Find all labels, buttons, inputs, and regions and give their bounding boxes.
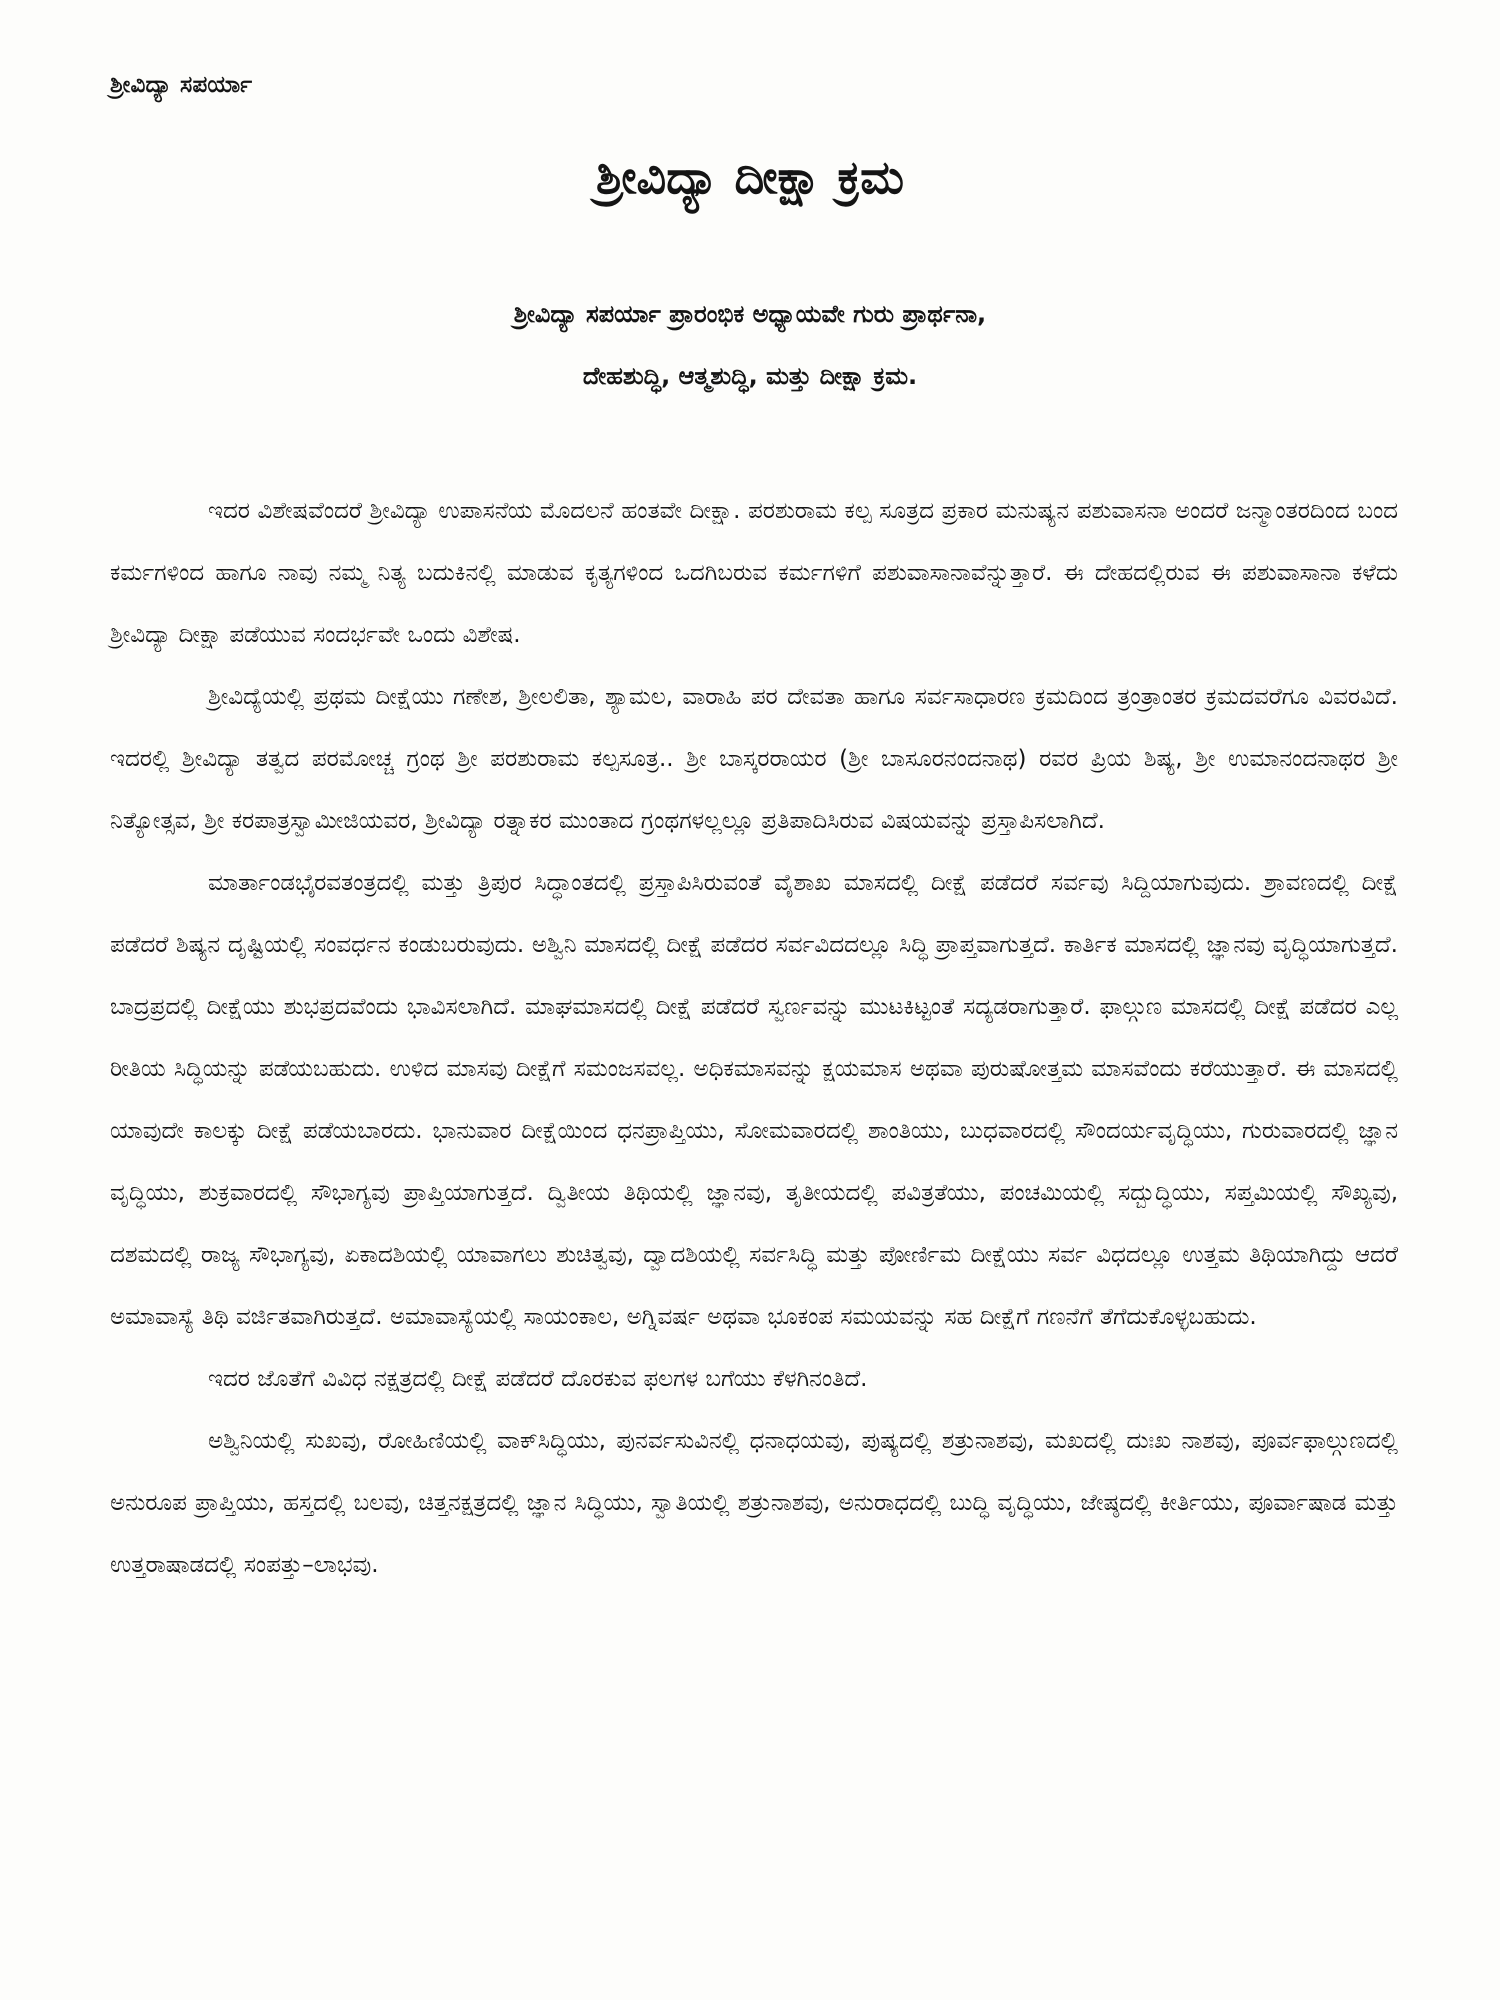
subtitle-line-1: ಶ್ರೀವಿದ್ಯಾ ಸಪರ್ಯಾ ಪ್ರಾರಂಭಿಕ ಅಧ್ಯಾಯವೇ ಗುರು ಪ್ರಾರ್ಥನಾ, [513,300,987,328]
paragraph-introduction: ಇದರ ವಿಶೇಷವೆಂದರೆ ಶ್ರೀವಿದ್ಯಾ ಉಪಾಸನೆಯ ಮೊದಲನೆ ಹಂತವೇ ದೀಕ್ಷಾ. ಪರಶುರಾಮ ಕಲ್ಪ ಸೂತ್ರದ ಪ್ರಕಾರ ಮನುಷ್ಯನ ಪಶುವಾಸನಾ ಅಂದರೆ ಜನ್ಮಾಂತರದಿಂದ ಬಂದ ಕರ್ಮಗಳಿಂದ ಹಾಗೂ ನಾವು ನಮ್ಮ ನಿತ್ಯ ಬದುಕಿನಲ್ಲಿ ಮಾಡುವ ಕೃತ್ಯಗಳಿಂದ ಒದಗಿಬರುವ ಕರ್ಮಗಳಿಗೆ ಪಶುವಾಸಾನಾವೆನ್ನುತ್ತಾರೆ. ಈ ದೇಹದಲ್ಲಿರುವ ಈ ಪಶುವಾಸಾನಾ ಕಳೆದು ಶ್ರೀವಿದ್ಯಾ ದೀಕ್ಷಾ ಪಡೆಯುವ ಸಂದರ್ಭವೇ ಒಂದು ವಿಶೇಷ. [110,498,1398,648]
running-head: ಶ್ರೀವಿದ್ಯಾ ಸಪರ್ಯಾ [110,72,253,98]
page-title: ಶ್ರೀವಿದ್ಯಾ ದೀಕ್ಷಾ ಕ್ರಮ [596,150,904,204]
body-text [110,480,1398,1596]
paragraph-months-and-days: ಮಾರ್ತಾಂಡಭೈರವತಂತ್ರದಲ್ಲಿ ಮತ್ತು ತ್ರಿಪುರ ಸಿದ್ಧಾಂತದಲ್ಲಿ ಪ್ರಸ್ತಾಪಿಸಿರುವಂತೆ ವೈಶಾಖ ಮಾಸದಲ್ಲಿ ದೀಕ್ಷೆ ಪಡೆದರೆ ಸರ್ವವು ಸಿದ್ದಿಯಾಗುವುದು. ಶ್ರಾವಣದಲ್ಲಿ ದೀಕ್ಷೆ ಪಡೆದರೆ ಶಿಷ್ಯನ ದೃಷ್ಟಿಯಲ್ಲಿ ಸಂವರ್ಧನ ಕಂಡುಬರುವುದು. ಅಶ್ವಿನಿ ಮಾಸದಲ್ಲಿ ದೀಕ್ಷೆ ಪಡೆದರ ಸರ್ವವಿದದಲ್ಲೂ ಸಿದ್ಧಿ ಪ್ರಾಪ್ತವಾಗುತ್ತದೆ. ಕಾರ್ತಿಕ ಮಾಸದಲ್ಲಿ ಜ್ಞಾನವು ವೃದ್ಧಿಯಾಗುತ್ತದೆ. ಬಾದ್ರಪ್ರದಲ್ಲಿ ದೀಕ್ಷೆಯು ಶುಭಪ್ರದವೆಂದು ಭಾವಿಸಲಾಗಿದೆ. ಮಾಘಮಾಸದಲ್ಲಿ ದೀಕ್ಷೆ ಪಡೆದರೆ ಸ್ವರ್ಣವನ್ನು ಮುಟಕಿಟ್ಟಂತೆ ಸದ್ಯಡರಾಗುತ್ತಾರೆ. ಫಾಲ್ಗುಣ ಮಾಸದಲ್ಲಿ ದೀಕ್ಷೆ ಪಡೆದರ ಎಲ್ಲ ರೀತಿಯ ಸಿದ್ಧಿಯನ್ನು ಪಡೆಯಬಹುದು. ಉಳಿದ ಮಾಸವು ದೀಕ್ಷೆಗೆ ಸಮಂಜಸವಲ್ಲ. ಅಧಿಕಮಾಸವನ್ನು ಕ್ಷಯಮಾಸ ಅಥವಾ ಪುರುಷೋತ್ತಮ ಮಾಸವೆಂದು ಕರೆಯುತ್ತಾರೆ. ಈ ಮಾಸದಲ್ಲಿ ಯಾವುದೇ ಕಾಲಕ್ಕು ದೀಕ್ಷೆ ಪಡೆಯಬಾರದು. ಭಾನುವಾರ ದೀಕ್ಷೆಯಿಂದ ಧನಪ್ರಾಪ್ತಿಯು, ಸೋಮವಾರದಲ್ಲಿ ಶಾಂತಿಯು, ಬುಧವಾರದಲ್ಲಿ ಸೌಂದರ್ಯವೃದ್ಧಿಯು, ಗುರುವಾರದಲ್ಲಿ ಜ್ಞಾನ ವೃದ್ಧಿಯು, ಶುಕ್ರವಾರದಲ್ಲಿ ಸೌಭಾಗ್ಯವು ಪ್ರಾಪ್ತಿಯಾಗುತ್ತದೆ. ದ್ವಿತೀಯ ತಿಥಿಯಲ್ಲಿ ಜ್ಞಾನವು, ತೃತೀಯದಲ್ಲಿ ಪವಿತ್ರತೆಯು, ಪಂಚಮಿಯಲ್ಲಿ ಸದ್ಬುದ್ಧಿಯು, ಸಪ್ತಮಿಯಲ್ಲಿ ಸೌಖ್ಯವು, ದಶಮದಲ್ಲಿ ರಾಜ್ಯ ಸೌಭಾಗ್ಯವು, ಏಕಾದಶಿಯಲ್ಲಿ ಯಾವಾಗಲು ಶುಚಿತ್ವವು, ದ್ವಾದಶಿಯಲ್ಲಿ ಸರ್ವಸಿದ್ಧಿ ಮತ್ತು ಪೋರ್ಣಿಮ ದೀಕ್ಷೆಯು ಸರ್ವ ವಿಧದಲ್ಲೂ ಉತ್ತಮ ತಿಥಿಯಾಗಿದ್ದು ಆದರೆ ಅಮಾವಾಸ್ಯೆ ತಿಥಿ ವರ್ಜಿತವಾಗಿರುತ್ತದೆ. ಅಮಾವಾಸ್ಯೆಯಲ್ಲಿ ಸಾಯಂಕಾಲ, ಅಗ್ನಿವರ್ಷ ಅಥವಾ ಭೂಕಂಪ ಸಮಯವನ್ನು ಸಹ ದೀಕ್ಷೆಗೆ ಗಣನೆಗೆ ತೆಗೆದುಕೊಳ್ಳಬಹುದು. [110,870,1398,1330]
subtitle-line-2: ದೇಹಶುದ್ಧಿ, ಆತ್ಮಶುದ್ಧಿ, ಮತ್ತು ದೀಕ್ಷಾ ಕ್ರಮ. [582,362,918,390]
paragraph-first-initiation: ಶ್ರೀವಿದ್ಯೆಯಲ್ಲಿ ಪ್ರಥಮ ದೀಕ್ಷೆಯು ಗಣೇಶ, ಶ್ರೀಲಲಿತಾ, ಶ್ಯಾಮಲ, ವಾರಾಹಿ ಪರ ದೇವತಾ ಹಾಗೂ ಸರ್ವಸಾಧಾರಣ ಕ್ರಮದಿಂದ ತ್ರಂತ್ರಾಂತರ ಕ್ರಮದವರೆಗೂ ವಿವರವಿದೆ. ಇದರಲ್ಲಿ ಶ್ರೀವಿದ್ಯಾ ತತ್ವದ ಪರಮೋಚ್ಚ ಗ್ರಂಥ ಶ್ರೀ ಪರಶುರಾಮ ಕಲ್ಪಸೂತ್ರ.. ಶ್ರೀ ಬಾಸ್ಕರರಾಯರ (ಶ್ರೀ ಬಾಸೂರನಂದನಾಥ) ರವರ ಪ್ರಿಯ ಶಿಷ್ಯ, ಶ್ರೀ ಉಮಾನಂದನಾಥರ ಶ್ರೀ ನಿತ್ಯೋತ್ಸವ, ಶ್ರೀ ಕರಪಾತ್ರಸ್ವಾಮೀಜಿಯವರ, ಶ್ರೀವಿದ್ಯಾ ರತ್ನಾಕರ ಮುಂತಾದ ಗ್ರಂಥಗಳಲ್ಲಲ್ಲೂ ಪ್ರತಿಪಾದಿಸಿರುವ ವಿಷಯವನ್ನು ಪ್ರಸ್ತಾಪಿಸಲಾಗಿದೆ. [110,684,1398,834]
paragraph-nakshatra-results: ಅಶ್ವಿನಿಯಲ್ಲಿ ಸುಖವು, ರೋಹಿಣಿಯಲ್ಲಿ ವಾಕ್‌ಸಿದ್ಧಿಯು, ಪುನರ್ವಸುವಿನಲ್ಲಿ ಧನಾಧಯವು, ಪುಷ್ಯದಲ್ಲಿ ಶತ್ರುನಾಶವು, ಮಖದಲ್ಲಿ ದುಃಖ ನಾಶವು, ಪೂರ್ವಫಾಲ್ಗುಣದಲ್ಲಿ ಅನುರೂಪ ಪ್ರಾಪ್ತಿಯು, ಹಸ್ತದಲ್ಲಿ ಬಲವು, ಚಿತ್ತನಕ್ಷತ್ರದಲ್ಲಿ ಜ್ಞಾನ ಸಿದ್ಧಿಯು, ಸ್ವಾತಿಯಲ್ಲಿ ಶತ್ರುನಾಶವು, ಅನುರಾಧದಲ್ಲಿ ಬುದ್ಧಿ ವೃದ್ಧಿಯು, ಜೇಷ್ಠದಲ್ಲಿ ಕೀರ್ತಿಯು, ಪೂರ್ವಾಷಾಡ ಮತ್ತು ಉತ್ತರಾಷಾಡದಲ್ಲಿ ಸಂಪತ್ತು–ಲಾಭವು. [110,1428,1398,1578]
paragraph-nakshatra-intro: ಇದರ ಜೊತೆಗೆ ವಿವಿಧ ನಕ್ಷತ್ರದಲ್ಲಿ ದೀಕ್ಷೆ ಪಡೆದರೆ ದೊರಕುವ ಫಲಗಳ ಬಗೆಯು ಕೆಳಗಿನಂತಿದೆ. [208,1366,868,1392]
